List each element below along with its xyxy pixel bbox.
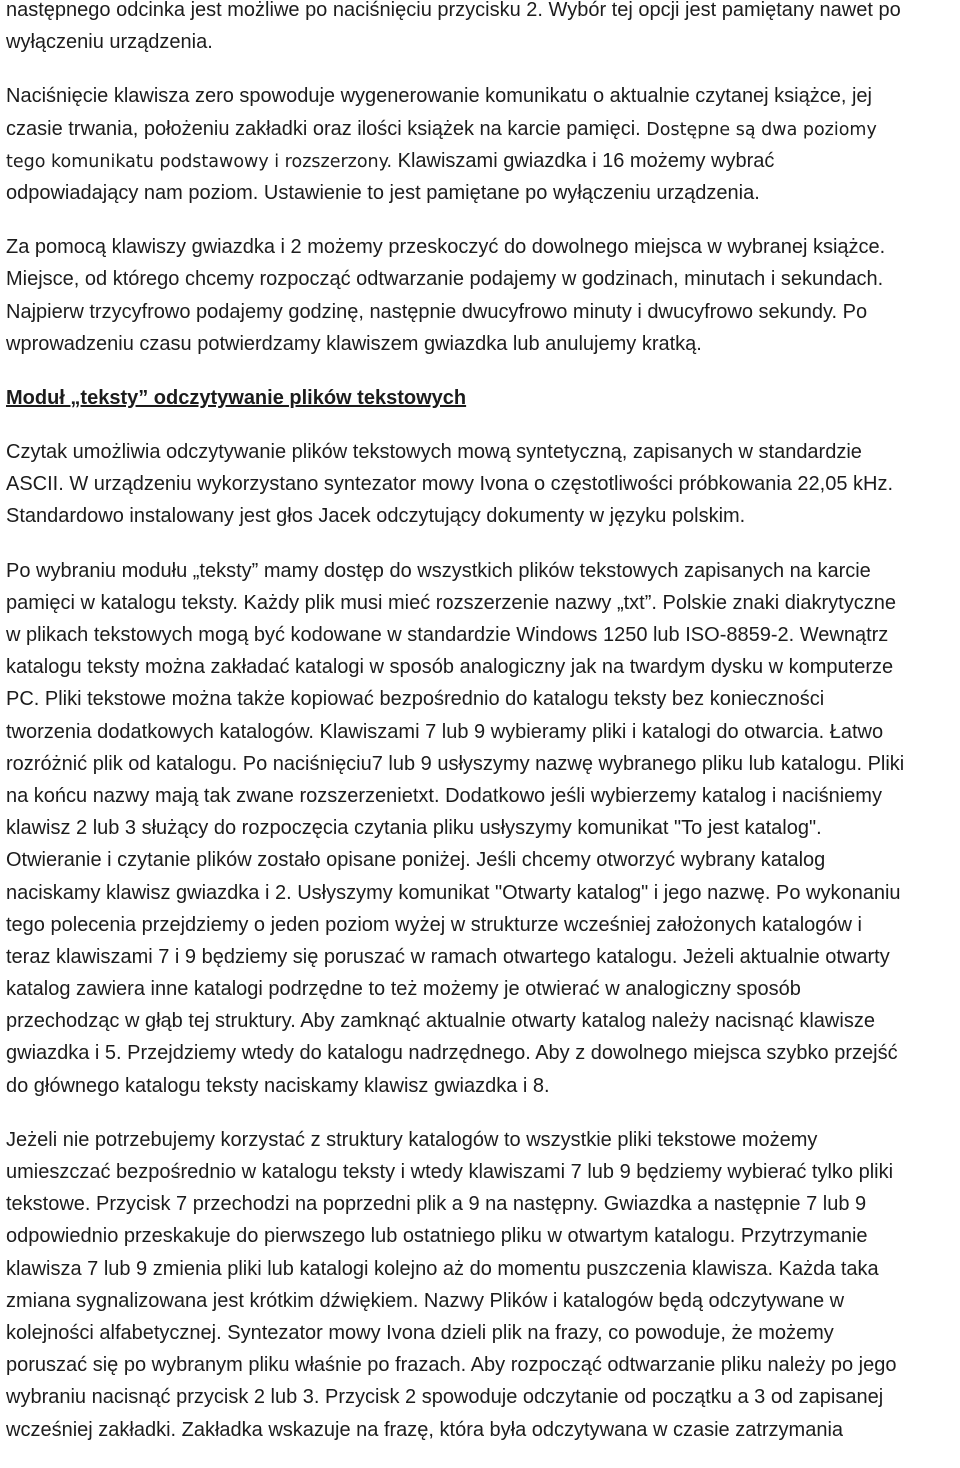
paragraph bbox=[6, 555, 956, 1102]
text-segment: czasie trwania, położeniu zakładki oraz ilości książek na karcie pamięci. bbox=[6, 117, 647, 140]
text-line: Otwieranie i czytanie plików zostało opisane poniżej. Jeśli chcemy otworzyć wybrany katalog bbox=[6, 849, 826, 872]
text-line: Po wybraniu modułu „teksty” mamy dostęp do wszystkich plików tekstowych zapisanych na karcie bbox=[6, 559, 871, 582]
text-line: zmiana sygnalizowana jest krótkim dźwiękiem. Nazwy Plików i katalogów będą odczytywane w bbox=[6, 1289, 845, 1312]
text-line: Za pomocą klawiszy gwiazdka i 2 możemy przeskoczyć do dowolnego miejsca w wybranej książce. bbox=[6, 236, 886, 259]
text-line: katalog zawiera inne katalogi podrzędne to też możemy je otwierać w analogiczny sposób bbox=[6, 978, 801, 1001]
text-line bbox=[6, 145, 956, 177]
document-page bbox=[6, 0, 956, 1468]
paragraph bbox=[6, 0, 956, 58]
paragraph bbox=[6, 436, 956, 533]
text-segment: Dostępne są dwa poziomy bbox=[646, 119, 877, 140]
text-line: na końcu nazwy mają tak zwane rozszerzenietxt. Dodatkowo jeśli wybierzemy katalog i naciśniemy bbox=[6, 784, 882, 807]
text-line: teraz klawiszami 7 i 9 będziemy się poruszać w ramach otwartego katalogu. Jeżeli aktualnie otwarty bbox=[6, 945, 890, 968]
text-line: klawisza 7 lub 9 zmienia pliki lub katalogi kolejno aż do momentu puszczenia klawisza. Każda taka bbox=[6, 1257, 879, 1280]
text-line: odpowiednio przeskakuje do pierwszego lub ostatniego pliku w otwartym katalogu. Przytrzymanie bbox=[6, 1225, 868, 1248]
text-line: kolejności alfabetycznej. Syntezator mowy Ivona dzieli plik na frazy, co powoduje, że możemy bbox=[6, 1321, 834, 1344]
intro-text bbox=[6, 0, 956, 360]
text-line: przechodząc w głąb tej struktury. Aby zamknąć aktualnie otwarty katalog należy nacisnąć klawisze bbox=[6, 1010, 875, 1033]
text-line: wprowadzeniu czasu potwierdzamy klawiszem gwiazdka lub anulujemy kratką. bbox=[6, 332, 702, 355]
text-segment: tego komunikatu podstawowy i rozszerzony. bbox=[6, 151, 393, 172]
text-line: Jeżeli nie potrzebujemy korzystać z struktury katalogów to wszystkie pliki tekstowe możemy bbox=[6, 1128, 818, 1151]
text-line: wyłączeniu urządzenia. bbox=[6, 31, 213, 54]
text-line: Najpierw trzycyfrowo podajemy godzinę, następnie dwucyfrowo minuty i dwucyfrowo sekundy. Po bbox=[6, 300, 868, 323]
text-line: odpowiadający nam poziom. Ustawienie to jest pamiętane po wyłączeniu urządzenia. bbox=[6, 181, 760, 204]
section-body bbox=[6, 436, 956, 1446]
text-line: pamięci w katalogu teksty. Każdy plik musi mieć rozszerzenie nazwy „txt”. Polskie znaki diakrytyczne bbox=[6, 591, 896, 614]
text-line: naciskamy klawisz gwiazdka i 2. Usłyszymy komunikat "Otwarty katalog" i jego nazwę. Po wykonaniu bbox=[6, 881, 901, 904]
text-segment: Klawiszami gwiazdka i 16 możemy wybrać bbox=[392, 149, 775, 172]
text-line: tekstowe. Przycisk 7 przechodzi na poprzedni plik a 9 na następny. Gwiazdka a następnie 7 lub 9 bbox=[6, 1193, 867, 1216]
text-line bbox=[6, 113, 956, 145]
text-line: klawisz 2 lub 3 służący do rozpoczęcia czytania pliku usłyszymy komunikat "To jest katalog". bbox=[6, 817, 822, 840]
text-line: następnego odcinka jest możliwe po naciśnięciu przycisku 2. Wybór tej opcji jest pamiętany nawet po bbox=[6, 0, 901, 21]
text-line: do głównego katalogu teksty naciskamy klawisz gwiazdka i 8. bbox=[6, 1074, 550, 1097]
text-line: Standardowo instalowany jest głos Jacek odczytujący dokumenty w języku polskim. bbox=[6, 505, 746, 528]
paragraph bbox=[6, 1124, 956, 1446]
text-line: poruszać się po wybranym pliku właśnie po frazach. Aby rozpocząć odtwarzanie pliku należy po jego bbox=[6, 1354, 897, 1377]
text-line: tego polecenia przejdziemy o jeden poziom wyżej w strukturze wcześniej założonych katalogów i bbox=[6, 913, 862, 936]
paragraph bbox=[6, 231, 956, 360]
paragraph bbox=[6, 80, 956, 209]
text-line: Naciśnięcie klawisza zero spowoduje wygenerowanie komunikatu o aktualnie czytanej książce, jej bbox=[6, 85, 872, 108]
text-line: tworzenia dodatkowych katalogów. Klawiszami 7 lub 9 wybieramy pliki i katalogi do otwarcia. Łatwo bbox=[6, 720, 884, 743]
text-line: ASCII. W urządzeniu wykorzystano syntezator mowy Ivona o częstotliwości próbkowania 22,05 kHz. bbox=[6, 473, 894, 496]
text-line: wcześniej zakładki. Zakładka wskazuje na frazę, która była odczytywana w czasie zatrzymania bbox=[6, 1418, 844, 1441]
text-line: PC. Pliki tekstowe można także kopiować bezpośrednio do katalogu teksty bez konieczności bbox=[6, 688, 825, 711]
text-line: gwiazdka i 5. Przejdziemy wtedy do katalogu nadrzędnego. Aby z dowolnego miejsca szybko przejść bbox=[6, 1042, 898, 1065]
text-line: wybraniu nacisnąć przycisk 2 lub 3. Przycisk 2 spowoduje odczytanie od początku a 3 od zapisanej bbox=[6, 1386, 884, 1409]
text-line: umieszczać bezpośrednio w katalogu teksty i wtedy klawiszami 7 lub 9 będziemy wybierać tylko pliki bbox=[6, 1161, 894, 1183]
text-line: rozróżnić plik od katalogu. Po naciśnięciu7 lub 9 usłyszymy nazwę wybranego pliku lub katalogu. Pliki bbox=[6, 752, 905, 775]
text-line: Czytak umożliwia odczytywanie plików tekstowych mową syntetyczną, zapisanych w standardzie bbox=[6, 441, 862, 464]
text-line: katalogu teksty można zakładać katalogi w sposób analogiczny jak na twardym dysku w komputerze bbox=[6, 656, 894, 679]
section-heading: Moduł „teksty” odczytywanie plików tekstowych bbox=[6, 386, 467, 409]
text-line: w plikach tekstowych mogą być kodowane w standardzie Windows 1250 lub ISO-8859-2. Wewnątrz bbox=[6, 624, 889, 646]
text-line: Miejsce, od którego chcemy rozpocząć odtwarzanie podajemy w godzinach, minutach i sekundach. bbox=[6, 268, 884, 291]
